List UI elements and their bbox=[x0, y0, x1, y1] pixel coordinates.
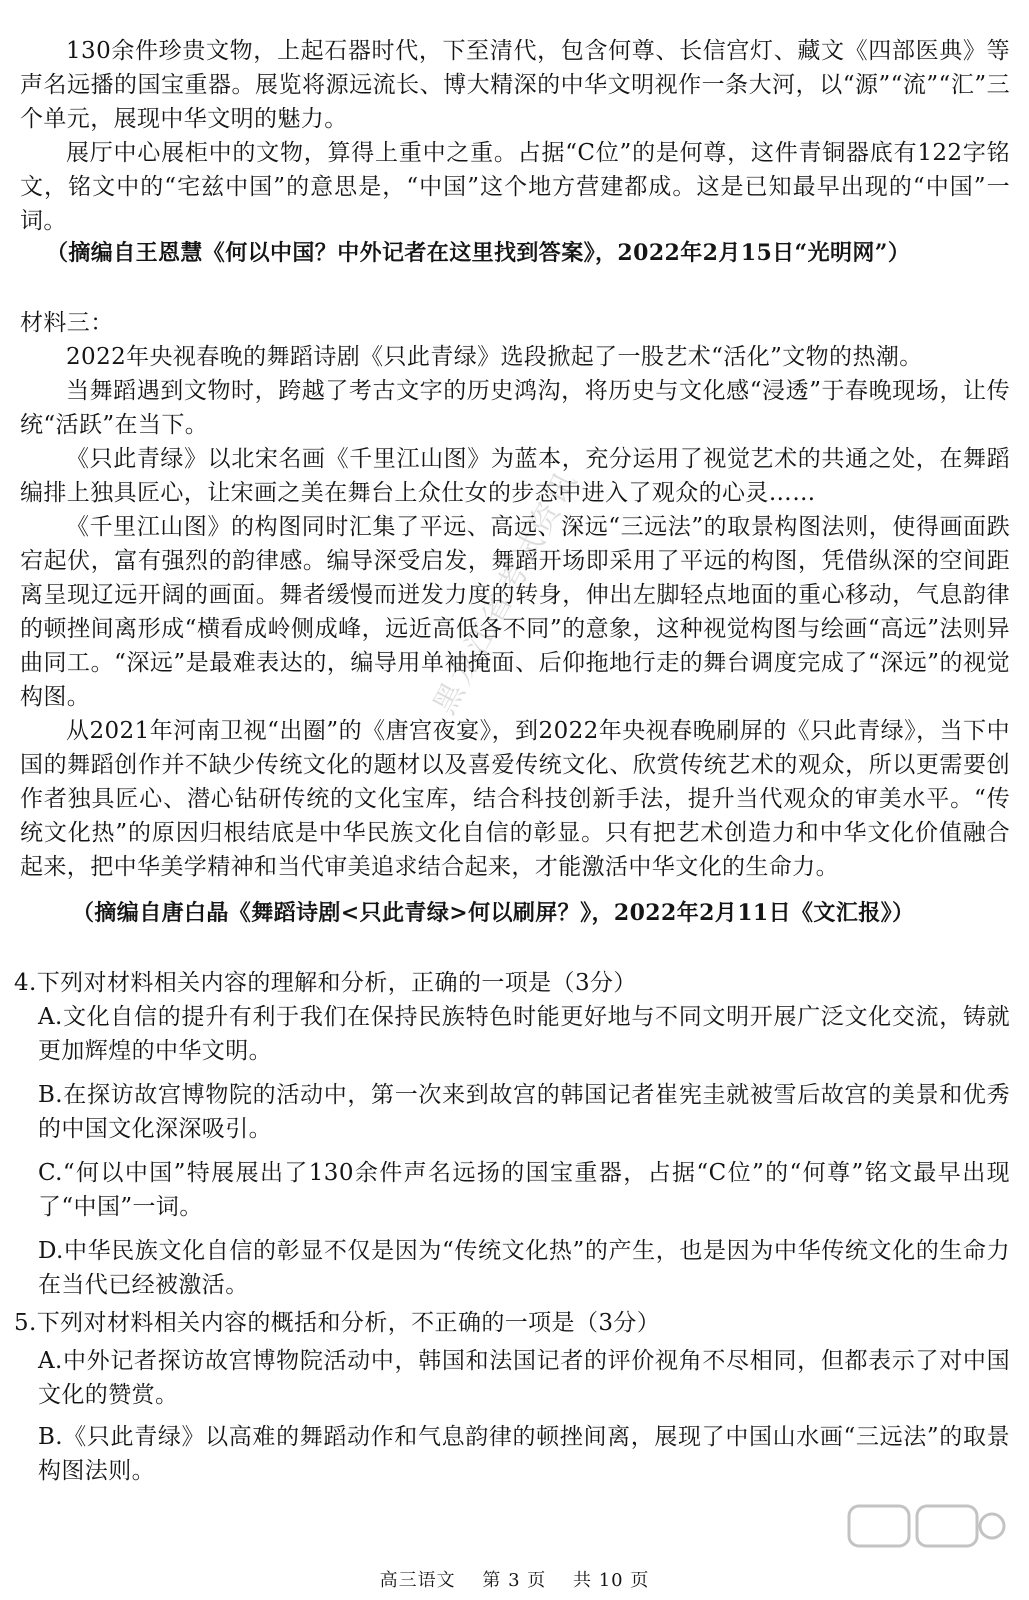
corner-watermark-logo bbox=[847, 1500, 1007, 1560]
footer-page-number: 第 3 页 bbox=[482, 1570, 547, 1591]
paragraph-5: 《只此青绿》以北宋名画《千里江山图》为蓝本，充分运用了视觉艺术的共通之处，在舞蹈编排上独具匠心，让宋画之美在舞台上众仕女的步态中进入了观众的心灵…… bbox=[20, 446, 1010, 506]
paragraph-4: 当舞蹈遇到文物时，跨越了考古文字的历史鸿沟，将历史与文化感“浸透”于春晚现场，让传统“活跃”在当下。 bbox=[20, 378, 1010, 438]
question-4-option-c: C.“何以中国”特展展出了130余件声名远扬的国宝重器，占据“C位”的“何尊”铭文最早出现了“中国”一词。 bbox=[38, 1160, 1010, 1220]
question-5-stem: 5.下列对材料相关内容的概括和分析，不正确的一项是（3分） bbox=[14, 1310, 661, 1336]
watermark-text: 黑龙江省考试资讯 bbox=[427, 463, 586, 721]
paragraph-6: 《千里江山图》的构图同时汇集了平远、高远、深远“三远法”的取景构图法则，使得画面跌宕起伏，富有强烈的韵律感。编导深受启发，舞蹈开场即采用了平远的构图，凭借纵深的空间距离呈现辽远开阔的画面。舞者缓慢而迸发力度的转身，伸出左脚轻点地面的重心移动，气息韵律的顿挫间离形成“横看成岭侧成峰，远近高低各不同”的意象，这种视觉构图与绘画“高远”法则异曲同工。“深远”是最难表达的，编导用单袖掩面、后仰拖地行走的舞台调度完成了“深远”的视觉构图。 bbox=[20, 514, 1010, 710]
footer-subject: 高三语文 bbox=[379, 1570, 456, 1591]
question-5-option-b: B.《只此青绿》以高难的舞蹈动作和气息韵律的顿挫间离，展现了中国山水画“三远法”的取景构图法则。 bbox=[38, 1424, 1010, 1484]
question-4-option-b: B.在探访故宫博物院的活动中，第一次来到故宫的韩国记者崔宪圭就被雪后故宫的美景和优秀的中国文化深深吸引。 bbox=[38, 1082, 1010, 1142]
source-citation-3: （摘编自唐白晶《舞蹈诗剧<只此青绿>何以刷屏？》，2022年2月11日《文汇报》） bbox=[72, 900, 915, 926]
material-3-heading: 材料三： bbox=[20, 310, 114, 336]
question-5-option-a: A.中外记者探访故宫博物院活动中，韩国和法国记者的评价视角不尽相同，但都表示了对中国文化的赞赏。 bbox=[38, 1348, 1010, 1408]
question-4-stem: 4.下列对材料相关内容的理解和分析，正确的一项是（3分） bbox=[14, 970, 637, 996]
page-footer bbox=[0, 1566, 1029, 1592]
question-4-option-a: A.文化自信的提升有利于我们在保持民族特色时能更好地与不同文明开展广泛文化交流，铸就更加辉煌的中华文明。 bbox=[38, 1004, 1010, 1064]
question-4-option-d: D.中华民族文化自信的彰显不仅是因为“传统文化热”的产生，也是因为中华传统文化的生命力在当代已经被激活。 bbox=[38, 1238, 1010, 1298]
paragraph-3: 2022年央视春晚的舞蹈诗剧《只此青绿》选段掀起了一股艺术“活化”文物的热潮。 bbox=[66, 344, 923, 370]
source-citation-2: （摘编自王恩慧《何以中国？中外记者在这里找到答案》，2022年2月15日“光明网”） bbox=[46, 240, 911, 266]
paragraph-1: 130余件珍贵文物，上起石器时代，下至清代，包含何尊、长信宫灯、藏文《四部医典》等声名远播的国宝重器。展览将源远流长、博大精深的中华文明视作一条大河，以“源”“流”“汇”三个单元，展现中华文明的魅力。 bbox=[20, 38, 1010, 132]
paragraph-7: 从2021年河南卫视“出圈”的《唐宫夜宴》，到2022年央视春晚刷屏的《只此青绿》，当下中国的舞蹈创作并不缺少传统文化的题材以及喜爱传统文化、欣赏传统艺术的观众，所以更需要创作者独具匠心、潜心钻研传统的文化宝库，结合科技创新手法，提升当代观众的审美水平。“传统文化热”的原因归根结底是中华民族文化自信的彰显。只有把艺术创造力和中华文化价值融合起来，把中华美学精神和当代审美追求结合起来，才能激活中华文化的生命力。 bbox=[20, 718, 1010, 880]
paragraph-2: 展厅中心展柜中的文物，算得上重中之重。占据“C位”的是何尊，这件青铜器底有122字铭文，铭文中的“宅兹中国”的意思是，“中国”这个地方营建都成。这是已知最早出现的“中国”一词。 bbox=[20, 140, 1010, 234]
footer-total-pages: 共 10 页 bbox=[573, 1570, 650, 1591]
